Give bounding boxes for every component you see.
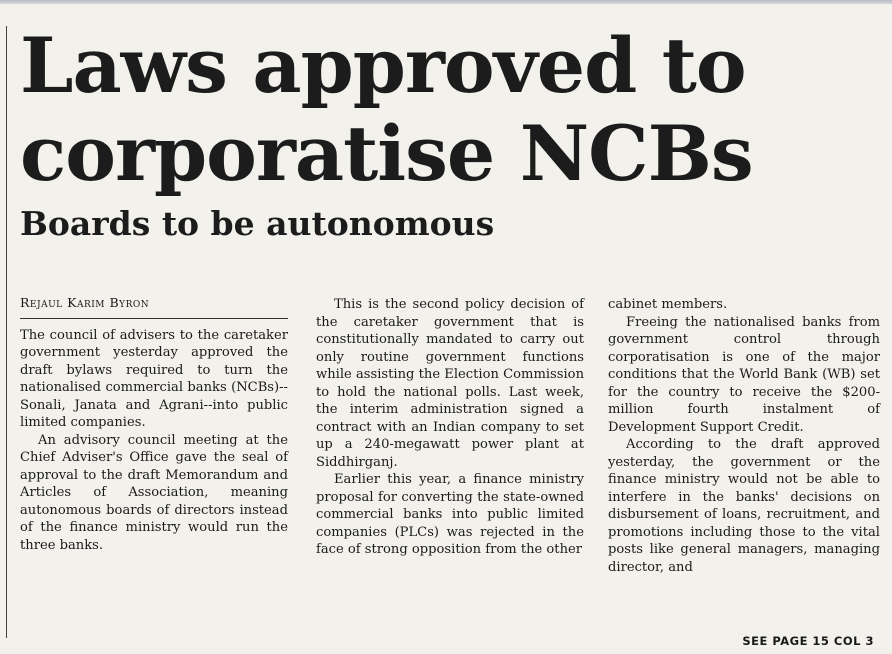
newspaper-clipping — [20, 22, 882, 652]
paragraph: Earlier this year, a finance ministry proposal for converting the state-owned commercial banks into public limited companies (PLCs) was rejected in the face of strong opposition from the other — [316, 472, 584, 557]
byline-text: Rejaul Karim Byron — [20, 295, 150, 310]
article-body — [20, 294, 882, 654]
column-1 — [20, 294, 288, 554]
column-2 — [316, 296, 584, 559]
headline — [20, 22, 882, 198]
byline — [20, 294, 288, 319]
headline-line-2: corporatise NCBs — [20, 109, 753, 198]
paragraph: According to the draft approved yesterday, the government or the finance ministry would not be able to interfere in the banks' decisions on disbursement of loans, recruitment, and promotions including those to the vital posts like general managers, managing director, and — [608, 437, 880, 575]
paragraph: An advisory council meeting at the Chief Adviser's Office gave the seal of approval to the draft Memorandum and Articles of Association, meaning autonomous boards of directors instead of the finance ministry would run the three banks. — [20, 432, 288, 553]
headline-line-1: Laws approved to — [20, 21, 746, 110]
subheadline: Boards to be autonomous — [20, 204, 495, 243]
paragraph: cabinet members. — [608, 297, 728, 312]
column-rule — [6, 26, 7, 638]
paragraph: The council of advisers to the caretaker government yesterday approved the draft bylaws required to turn the nationalised commercial banks (NCBs)--Sonali, Janata and Agrani--into public limited companies. — [20, 327, 288, 430]
paragraph: This is the second policy decision of the caretaker government that is constitutionally mandated to carry out only routine government functions while assisting the Election Commission to hold the national polls. Last week, the interim administration signed a contract with an Indian company to set up a 240-megawatt power plant at Siddhirganj. — [316, 297, 584, 470]
paragraph: Freeing the nationalised banks from government control through corporatisation is one of the major conditions that the World Bank (WB) set for the country to receive the $200-million fourth instalment of Development Support Credit. — [608, 314, 880, 435]
column-3 — [608, 296, 880, 576]
continuation-note: SEE PAGE 15 COL 3 — [742, 634, 874, 648]
top-border — [0, 0, 892, 4]
